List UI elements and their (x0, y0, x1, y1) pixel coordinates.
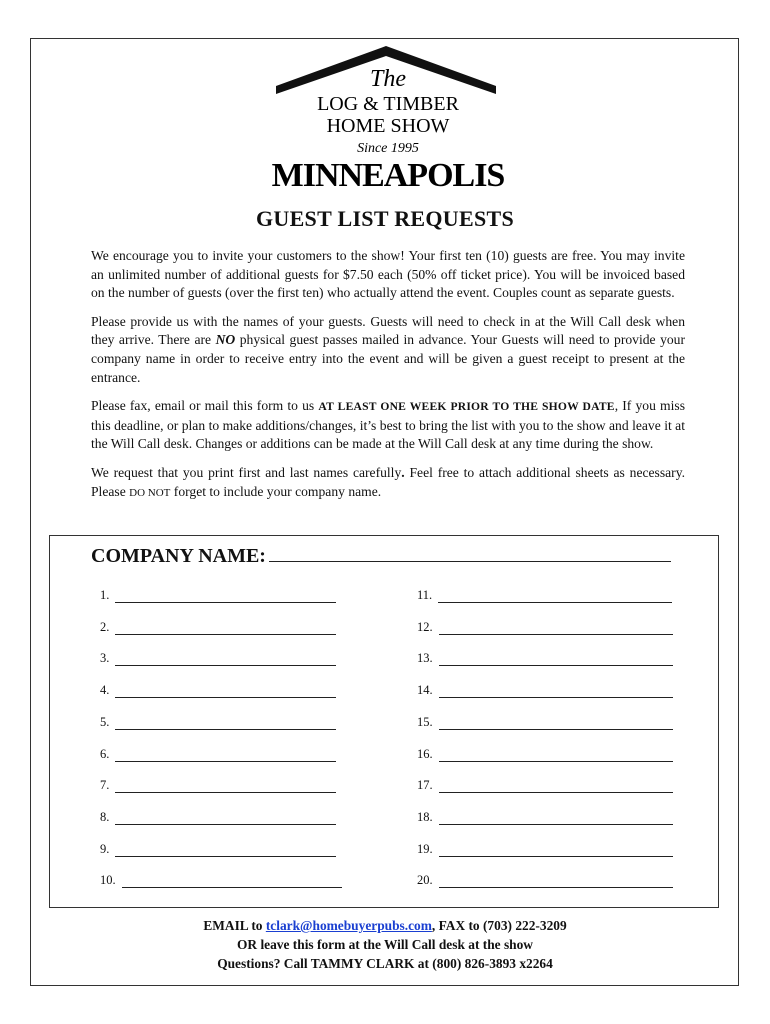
guest-name-field[interactable] (439, 886, 673, 888)
guest-number: 8. (100, 809, 110, 824)
guest-number: 9. (100, 841, 110, 856)
guest-entry-row (100, 842, 336, 857)
guest-number: 12. (417, 619, 433, 634)
guest-number: 3. (100, 651, 110, 666)
guest-name-field[interactable] (115, 855, 336, 857)
guest-entry-row (100, 651, 336, 666)
guest-name-field[interactable] (122, 886, 342, 888)
logo-the: The (370, 66, 406, 92)
guest-entry-row (417, 873, 673, 888)
guest-number: 19. (417, 841, 433, 856)
paragraph-print-names (91, 464, 685, 502)
guest-entry-row (417, 651, 673, 666)
email-link[interactable]: tclark@homebuyerpubs.com (265, 918, 432, 933)
guest-name-field[interactable] (115, 791, 336, 793)
guest-number: 2. (100, 619, 110, 634)
company-name-row (91, 545, 671, 568)
logo-since: Since 1995 (357, 141, 419, 156)
p4-text-c: Feel free to attach additional sheets as necessary. Please (91, 464, 686, 499)
logo-home-show: HOME SHOW (326, 115, 450, 137)
guest-number: 18. (417, 809, 433, 824)
p3-deadline-emphasis: AT LEAST ONE WEEK PRIOR TO THE SHOW DATE (318, 400, 615, 414)
guest-name-field[interactable] (115, 728, 336, 730)
guest-entry-row (100, 715, 336, 730)
footer-email-line (0, 916, 770, 935)
guest-name-field[interactable] (439, 855, 673, 857)
guest-entry-row (417, 588, 672, 603)
p2-text-c: physical guest passes mailed in advance. Your Guests will need to provide your company name in order to receive entry into the event and will be given a guest receipt to present at the entrance. (91, 332, 685, 385)
guest-name-field[interactable] (439, 823, 673, 825)
logo-minneapolis: MINNEAPOLIS (271, 157, 505, 194)
guest-entry-row (417, 715, 673, 730)
paragraph-provide-names (91, 313, 685, 387)
footer-contact (0, 916, 770, 973)
guest-entry-row (417, 683, 673, 698)
guest-number: 5. (100, 714, 110, 729)
p4-do-not: DO NOT (129, 486, 171, 499)
guest-name-field[interactable] (439, 728, 673, 730)
guest-name-field[interactable] (439, 760, 673, 762)
footer-fax: , FAX to (703) 222-3209 (431, 918, 567, 933)
show-logo (270, 46, 515, 194)
guest-name-field[interactable] (115, 633, 336, 635)
guest-number: 11. (417, 588, 433, 602)
guest-entry-row (417, 778, 673, 793)
logo-log-timber: LOG & TIMBER (317, 93, 459, 115)
guest-entry-row (100, 778, 336, 793)
guest-number: 4. (100, 683, 110, 698)
guest-entry-row (100, 747, 336, 762)
guest-number: 1. (100, 588, 110, 602)
footer-email-prefix: EMAIL to (203, 918, 266, 933)
guest-number: 20. (417, 873, 433, 888)
p4-text-e: forget to include your company name. (170, 483, 382, 499)
guest-entry-row (417, 620, 673, 635)
guest-entry-row (417, 810, 673, 825)
guest-name-field[interactable] (115, 601, 336, 603)
intro-text (91, 247, 685, 512)
guest-name-field[interactable] (115, 760, 336, 762)
company-name-label: COMPANY NAME: (91, 545, 266, 567)
guest-number: 10. (100, 873, 116, 888)
p2-no-emphasis: NO (215, 332, 236, 348)
guest-entry-row (100, 588, 336, 603)
p3-text-c: , If you miss this deadline, or plan to make additions/changes, it’s best to bring the list with you to the show and leave it at the Will Call desk. Changes or additions can be made at the Will Call desk at any time during the show. (91, 398, 685, 452)
paragraph-deadline (91, 397, 685, 454)
footer-will-call-line: OR leave this form at the Will Call desk at the show (237, 937, 533, 952)
guest-entry-row (417, 842, 673, 857)
p3-text-a: Please fax, email or mail this form to us (91, 398, 319, 414)
paragraph-invite: We encourage you to invite your customers to the show! Your first ten (10) guests are free. You may invite an unlimited number of additional guests for $7.50 each (50% off ticket price). You will be invoiced based on the number of guests (over the first ten) who actually attend the event. Couples count as separate guests. (91, 248, 685, 301)
guest-entry-row (417, 747, 673, 762)
guest-name-field[interactable] (115, 823, 336, 825)
guest-entry-row (100, 873, 342, 888)
guest-entry-row (100, 620, 336, 635)
guest-number: 14. (417, 683, 433, 698)
p2-text-a: Please provide us with the names of your guests. Guests will need to check in at the Will Call desk when they arrive. There are (91, 313, 685, 348)
guest-number: 7. (100, 778, 110, 793)
page-title: GUEST LIST REQUESTS (255, 206, 514, 231)
footer-questions-line: Questions? Call TAMMY CLARK at (800) 826-3893 x2264 (217, 956, 553, 971)
guest-name-field[interactable] (439, 664, 673, 666)
guest-name-field[interactable] (115, 696, 336, 698)
guest-number: 13. (417, 651, 433, 666)
guest-number: 6. (100, 746, 110, 761)
guest-name-field[interactable] (439, 633, 673, 635)
guest-number: 16. (417, 746, 433, 761)
guest-number: 17. (417, 778, 433, 793)
company-name-field[interactable] (269, 560, 671, 562)
guest-name-field[interactable] (115, 664, 336, 666)
guest-entry-row (100, 683, 336, 698)
guest-entry-row (100, 810, 336, 825)
guest-name-field[interactable] (439, 696, 673, 698)
guest-name-field[interactable] (439, 791, 673, 793)
guest-number: 15. (417, 714, 433, 729)
guest-name-field[interactable] (438, 601, 672, 603)
p4-text-a: We request that you print first and last names carefully (91, 464, 402, 480)
p4-period: . (401, 464, 405, 480)
